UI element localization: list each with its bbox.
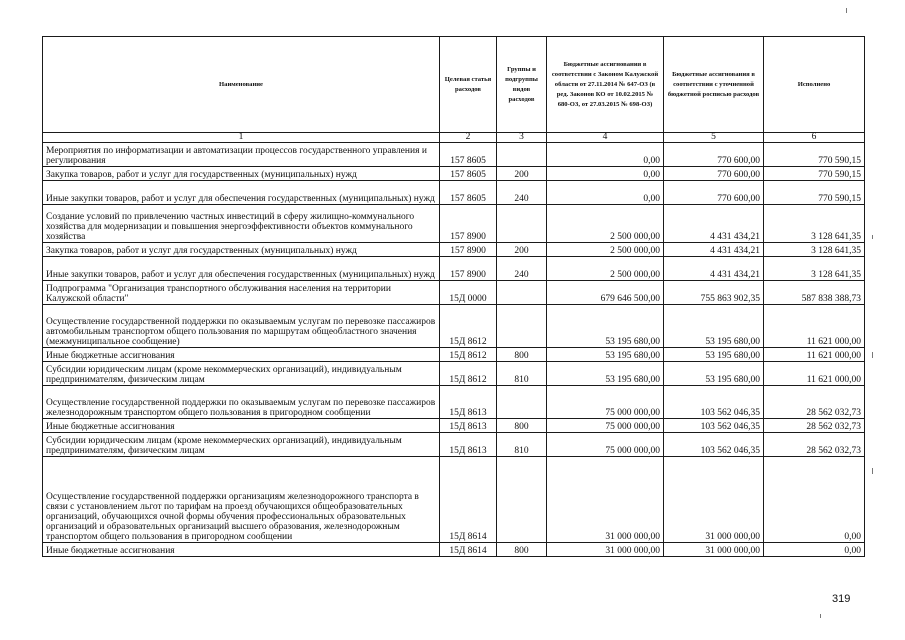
- row-target-code: 15Д 8613: [440, 386, 497, 419]
- row-group-code: 240: [497, 181, 547, 205]
- row-refined-amount: 4 431 434,21: [664, 205, 764, 243]
- table-body: [43, 143, 865, 557]
- row-law-amount: 0,00: [547, 181, 664, 205]
- table-header: [43, 37, 865, 133]
- row-refined-amount: 770 600,00: [664, 167, 764, 181]
- row-law-amount: 75 000 000,00: [547, 386, 664, 419]
- row-executed-amount: 28 562 032,73: [764, 419, 865, 433]
- row-law-amount: 53 195 680,00: [547, 348, 664, 362]
- row-group-code: [497, 457, 547, 543]
- row-name: Иные закупки товаров, работ и услуг для обеспечения государственных (муниципальных) нужд: [43, 257, 440, 281]
- scan-artifact-mark: [872, 352, 873, 358]
- row-group-code: 810: [497, 433, 547, 457]
- row-law-amount: 31 000 000,00: [547, 543, 664, 557]
- row-group-code: [497, 205, 547, 243]
- row-group-code: 800: [497, 419, 547, 433]
- row-name: Иные бюджетные ассигнования: [43, 543, 440, 557]
- budget-table-sheet: [42, 36, 864, 557]
- row-law-amount: 75 000 000,00: [547, 419, 664, 433]
- row-refined-amount: 103 562 046,35: [664, 433, 764, 457]
- row-refined-amount: 4 431 434,21: [664, 257, 764, 281]
- row-group-code: [497, 386, 547, 419]
- row-group-code: 810: [497, 362, 547, 386]
- row-name: Субсидии юридическим лицам (кроме некоммерческих организаций), индивидуальным предпринимателям, физическим лицам: [43, 362, 440, 386]
- header-target-article: Целевая статья расходов: [440, 37, 497, 133]
- header-refined-allocations: Бюджетные ассигнования в соответствии с уточненной бюджетной росписью расходов: [664, 37, 764, 133]
- row-executed-amount: 28 562 032,73: [764, 433, 865, 457]
- row-target-code: 15Д 8613: [440, 433, 497, 457]
- row-executed-amount: 3 128 641,35: [764, 243, 865, 257]
- row-law-amount: 31 000 000,00: [547, 457, 664, 543]
- row-refined-amount: 103 562 046,35: [664, 386, 764, 419]
- table-row: [43, 243, 865, 257]
- row-group-code: 200: [497, 167, 547, 181]
- header-expense-group: Группы и подгруппы видов расходов: [497, 37, 547, 133]
- row-name: Подпрограмма "Организация транспортного обслуживания населения на территории Калужской области": [43, 281, 440, 305]
- row-executed-amount: 770 590,15: [764, 167, 865, 181]
- table-row: [43, 257, 865, 281]
- scan-artifact-mark: [872, 235, 873, 239]
- row-name: Иные закупки товаров, работ и услуг для обеспечения государственных (муниципальных) нужд: [43, 181, 440, 205]
- table-row: [43, 419, 865, 433]
- row-target-code: 157 8900: [440, 257, 497, 281]
- row-law-amount: 75 000 000,00: [547, 433, 664, 457]
- column-number: 1: [43, 133, 440, 143]
- row-target-code: 15Д 8613: [440, 419, 497, 433]
- table-row: [43, 205, 865, 243]
- row-group-code: 800: [497, 348, 547, 362]
- row-name: Закупка товаров, работ и услуг для государственных (муниципальных) нужд: [43, 167, 440, 181]
- row-executed-amount: 770 590,15: [764, 143, 865, 167]
- row-target-code: 15Д 8612: [440, 362, 497, 386]
- row-name: Создание условий по привлечению частных инвестиций в сферу жилищно-коммунального хозяйства для модернизации и повышения энергоэффективности объектов коммунального хозяйства: [43, 205, 440, 243]
- row-executed-amount: 28 562 032,73: [764, 386, 865, 419]
- scan-artifact-mark: [846, 8, 847, 13]
- table-row: [43, 386, 865, 419]
- column-number: 2: [440, 133, 497, 143]
- row-refined-amount: 4 431 434,21: [664, 243, 764, 257]
- row-law-amount: 53 195 680,00: [547, 305, 664, 348]
- row-law-amount: 679 646 500,00: [547, 281, 664, 305]
- row-executed-amount: 0,00: [764, 543, 865, 557]
- row-refined-amount: 53 195 680,00: [664, 362, 764, 386]
- row-group-code: [497, 281, 547, 305]
- row-group-code: [497, 305, 547, 348]
- page-number: 319: [832, 593, 851, 605]
- table-row: [43, 305, 865, 348]
- row-target-code: 157 8605: [440, 167, 497, 181]
- row-name: Осуществление государственной поддержки организациям железнодорожного транспорта в связи с установлением льгот по тарифам на проезд обучающихся общеобразовательных организаций, обучающихся очной формы обучения профессиональных образовательных организаций и образовательных организаций высшего образования, железнодорожным транспортом общего пользования в пригородном сообщении: [43, 457, 440, 543]
- table-row: [43, 348, 865, 362]
- row-name: Осуществление государственной поддержки по оказываемым услугам по перевозке пассажиров железнодорожным транспортом общего пользования в пригородном сообщении: [43, 386, 440, 419]
- row-name: Иные бюджетные ассигнования: [43, 419, 440, 433]
- column-number: 5: [664, 133, 764, 143]
- row-target-code: 157 8900: [440, 243, 497, 257]
- row-refined-amount: 31 000 000,00: [664, 457, 764, 543]
- row-target-code: 157 8900: [440, 205, 497, 243]
- table-row: [43, 362, 865, 386]
- row-executed-amount: 3 128 641,35: [764, 257, 865, 281]
- row-law-amount: 0,00: [547, 143, 664, 167]
- row-law-amount: 0,00: [547, 167, 664, 181]
- row-name: Осуществление государственной поддержки по оказываемым услугам по перевозке пассажиров автомобильным транспортом общего пользования по маршрутам общеобластного значения (межмуниципальное сообщение): [43, 305, 440, 348]
- row-executed-amount: 11 621 000,00: [764, 348, 865, 362]
- table-row: [43, 167, 865, 181]
- row-group-code: 800: [497, 543, 547, 557]
- column-number: 6: [764, 133, 865, 143]
- row-name: Субсидии юридическим лицам (кроме некоммерческих организаций), индивидуальным предпринимателям, физическим лицам: [43, 433, 440, 457]
- row-target-code: 15Д 0000: [440, 281, 497, 305]
- header-law-allocations: Бюджетные ассигнования в соответствии с Законом Калужской области от 27.11.2014 № 647-ОЗ (в ред. Законов КО от 10.02.2015 № 680-ОЗ, от 27.03.2015 № 698-ОЗ): [547, 37, 664, 133]
- row-refined-amount: 53 195 680,00: [664, 348, 764, 362]
- row-refined-amount: 755 863 902,35: [664, 281, 764, 305]
- scan-artifact-mark: [872, 468, 873, 474]
- row-target-code: 157 8605: [440, 143, 497, 167]
- table-row: [43, 433, 865, 457]
- row-name: Закупка товаров, работ и услуг для государственных (муниципальных) нужд: [43, 243, 440, 257]
- row-refined-amount: 53 195 680,00: [664, 305, 764, 348]
- table-row: [43, 543, 865, 557]
- row-group-code: [497, 143, 547, 167]
- row-law-amount: 2 500 000,00: [547, 257, 664, 281]
- table-row: [43, 143, 865, 167]
- budget-table: [42, 36, 865, 557]
- row-law-amount: 2 500 000,00: [547, 243, 664, 257]
- row-executed-amount: 587 838 388,73: [764, 281, 865, 305]
- column-number-row-group: [43, 133, 865, 143]
- row-law-amount: 53 195 680,00: [547, 362, 664, 386]
- table-row: [43, 457, 865, 543]
- row-executed-amount: 3 128 641,35: [764, 205, 865, 243]
- row-law-amount: 2 500 000,00: [547, 205, 664, 243]
- row-refined-amount: 103 562 046,35: [664, 419, 764, 433]
- table-row: [43, 281, 865, 305]
- column-number: 4: [547, 133, 664, 143]
- row-executed-amount: 11 621 000,00: [764, 362, 865, 386]
- header-executed: Исполнено: [764, 37, 865, 133]
- row-name: Иные бюджетные ассигнования: [43, 348, 440, 362]
- scan-artifact-mark: [820, 614, 821, 618]
- row-group-code: 200: [497, 243, 547, 257]
- row-executed-amount: 0,00: [764, 457, 865, 543]
- row-executed-amount: 11 621 000,00: [764, 305, 865, 348]
- row-target-code: 15Д 8614: [440, 543, 497, 557]
- row-name: Мероприятия по информатизации и автоматизации процессов государственного управления и регулирования: [43, 143, 440, 167]
- row-target-code: 15Д 8612: [440, 348, 497, 362]
- row-refined-amount: 31 000 000,00: [664, 543, 764, 557]
- header-name: Наименование: [43, 37, 440, 133]
- column-numbers-row: [43, 133, 865, 143]
- row-refined-amount: 770 600,00: [664, 181, 764, 205]
- column-number: 3: [497, 133, 547, 143]
- row-executed-amount: 770 590,15: [764, 181, 865, 205]
- row-refined-amount: 770 600,00: [664, 143, 764, 167]
- row-target-code: 15Д 8614: [440, 457, 497, 543]
- row-group-code: 240: [497, 257, 547, 281]
- row-target-code: 15Д 8612: [440, 305, 497, 348]
- table-row: [43, 181, 865, 205]
- row-target-code: 157 8605: [440, 181, 497, 205]
